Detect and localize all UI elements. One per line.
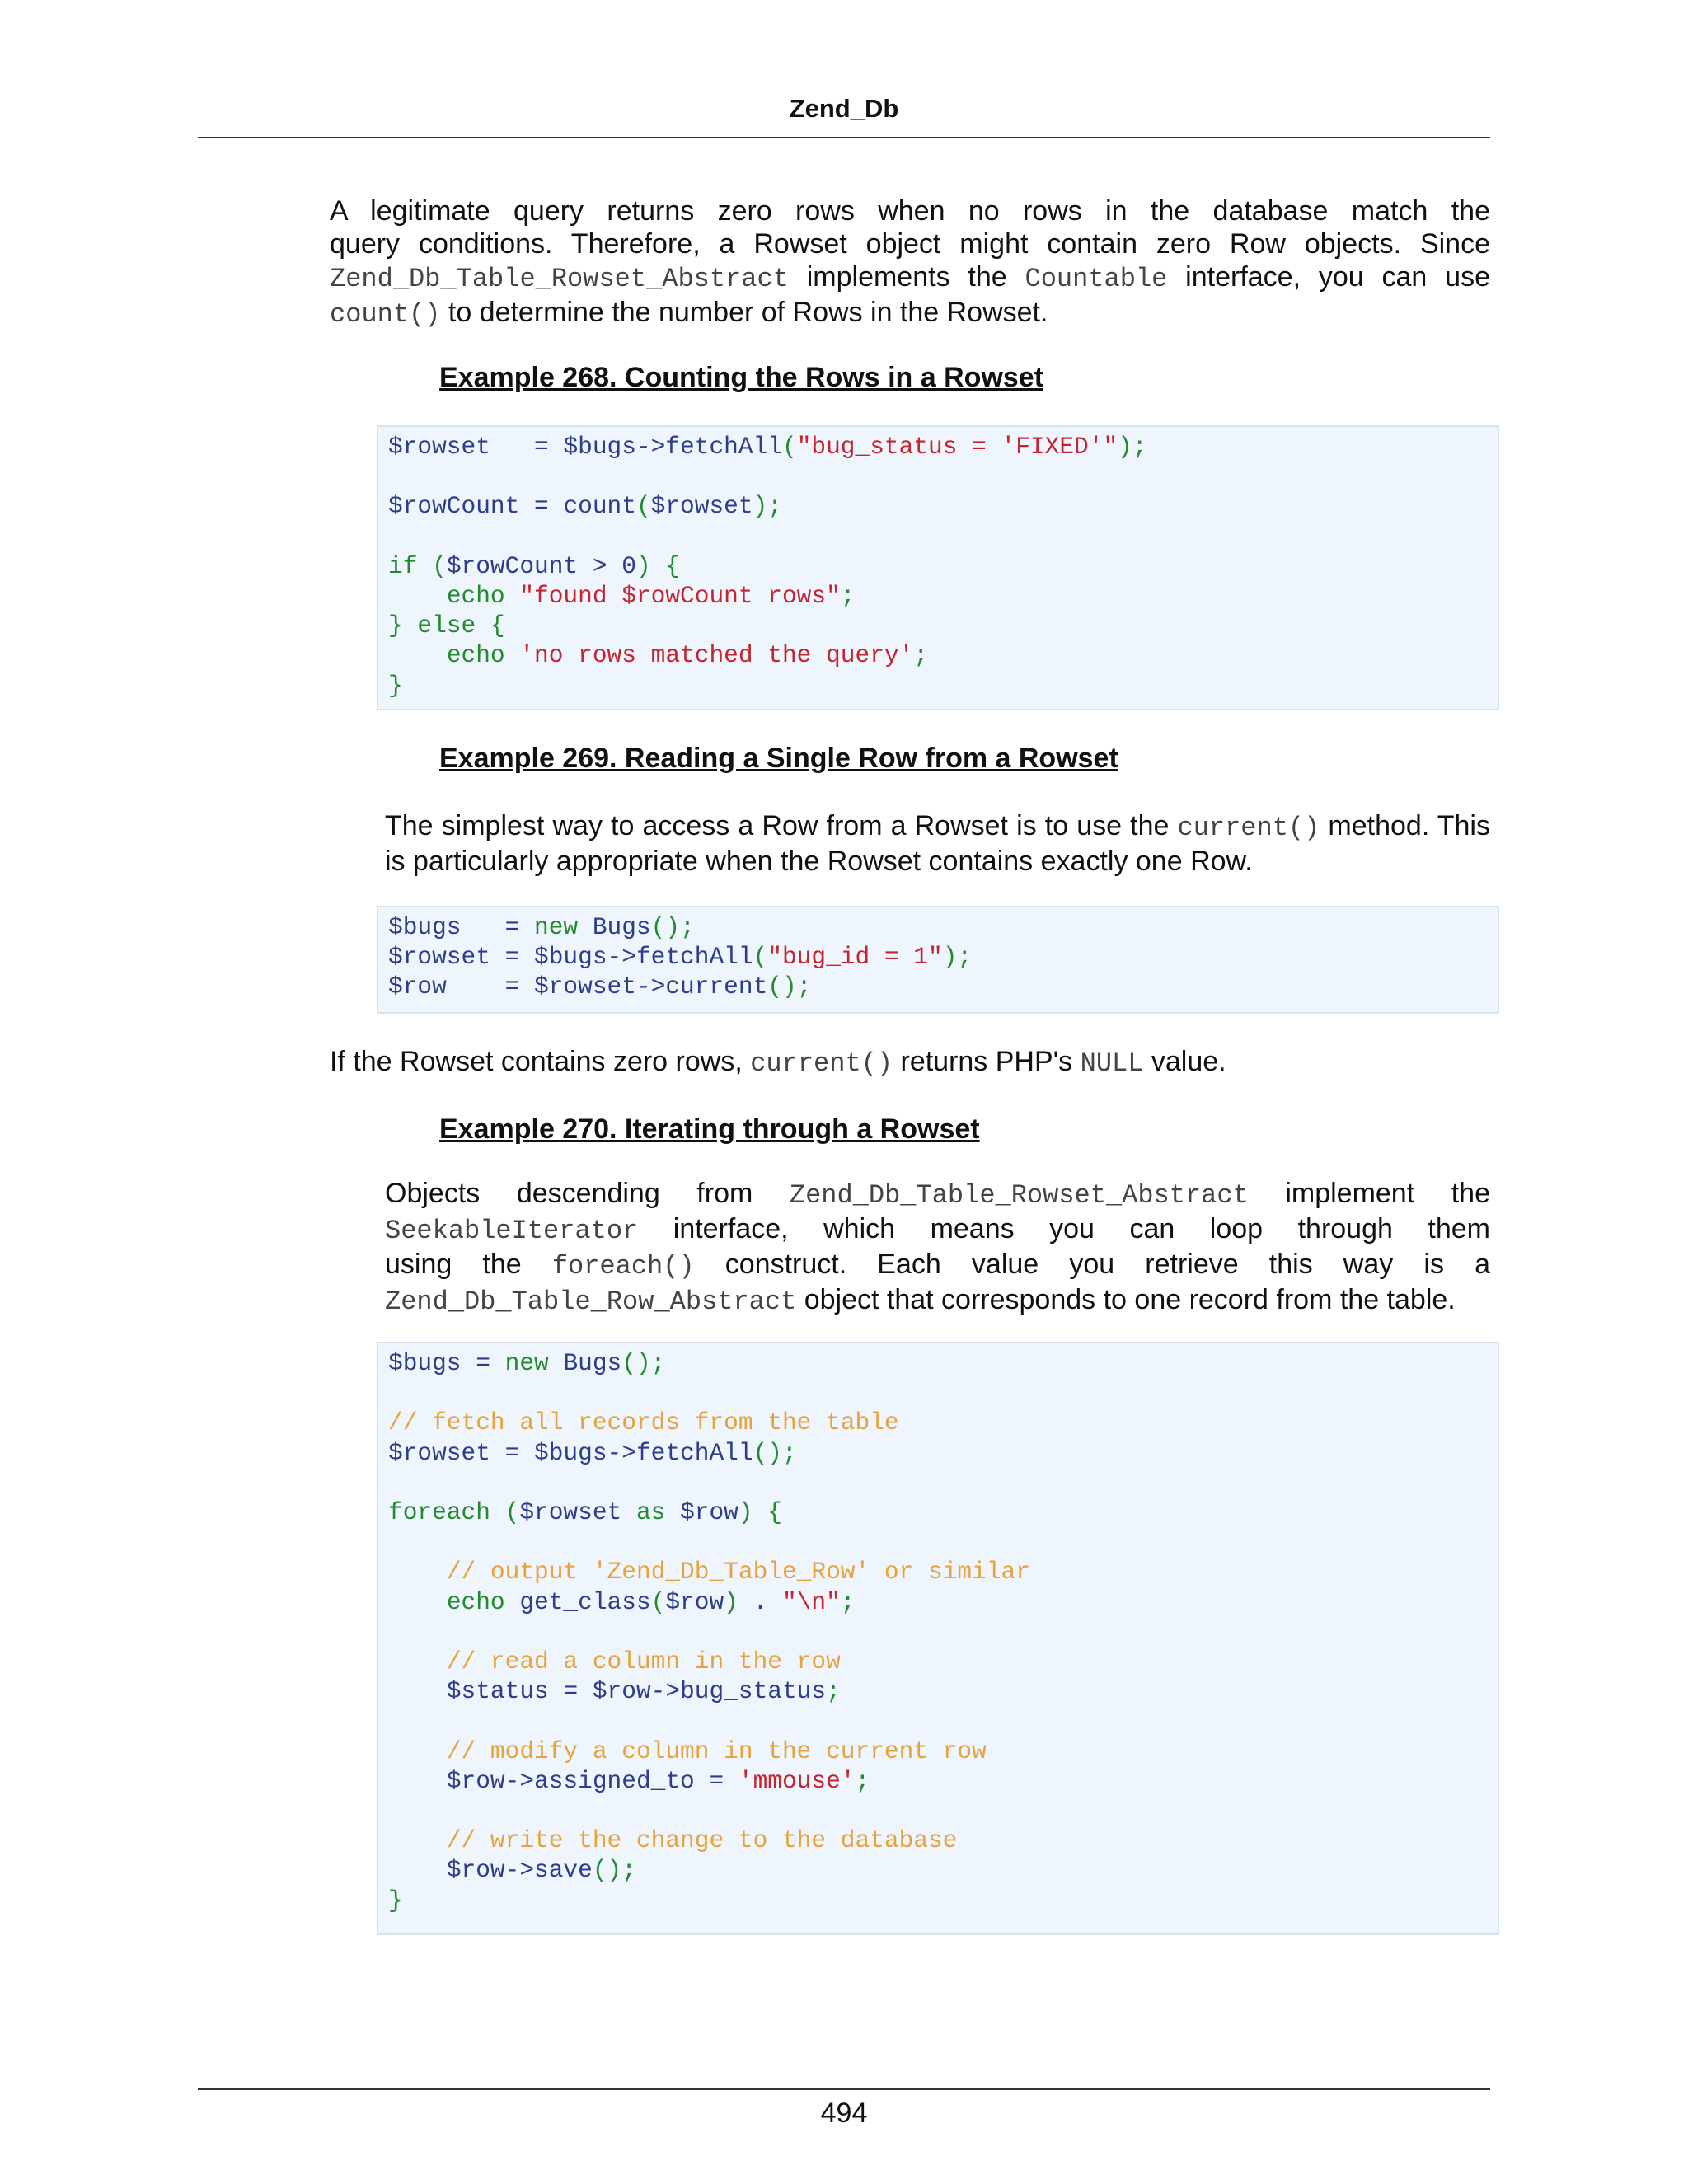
inline-code: NULL [1080,1048,1144,1079]
code-listing: $rowset = $bugs->fetchAll("bug_status = 'FIXED'"); $rowCount = count($rowset); if ($rowCount > 0) { echo "found $rowCount rows"; } else { echo 'no rows matched the query'; } [388,433,1147,700]
inline-code: foreach() [551,1251,695,1282]
inline-code: current() [1177,813,1320,843]
code-block-268 [377,425,1499,710]
inline-code: current() [750,1048,893,1079]
code-listing: $bugs = new Bugs(); $rowset = $bugs->fetchAll("bug_id = 1"); $row = $rowset->current(); [388,913,973,1001]
intro-line: count() to determine the number of Rows in the Rowset. [330,297,1048,330]
intro-paragraph [330,194,1490,331]
intro-line: Zend_Db_Table_Rowset_Abstract implements the Countable interface, you can use [330,261,1490,294]
inline-code: Countable [1025,264,1168,294]
example-270-title: Example 270. Iterating through a Rowset [439,1113,980,1145]
paragraph-line: is particularly appropriate when the Rowset contains exactly one Row. [385,846,1253,877]
paragraph-line: using the foreach() construct. Each value you retrieve this way is a [385,1249,1490,1282]
paragraph-line: SeekableIterator interface, which means you can loop through them [385,1213,1490,1246]
between-paragraph [330,1045,1490,1080]
inline-code: SeekableIterator [385,1216,639,1246]
paragraph-line: Objects descending from Zend_Db_Table_Rowset_Abstract implement the [385,1178,1490,1211]
paragraph-line: Zend_Db_Table_Row_Abstract object that corresponds to one record from the table. [385,1284,1456,1317]
example-270-paragraph [385,1177,1490,1319]
intro-line: A legitimate query returns zero rows when no rows in the database match the [330,195,1490,227]
example-268-title: Example 268. Counting the Rows in a Rowset [439,362,1044,393]
example-269-title: Example 269. Reading a Single Row from a Rowset [439,743,1118,774]
running-header: Zend_Db [789,94,899,123]
inline-code: Zend_Db_Table_Rowset_Abstract [789,1180,1249,1211]
code-block-269 [377,906,1499,1014]
paragraph-line: The simplest way to access a Row from a Rowset is to use the current() method. This [385,810,1490,843]
page-number: 494 [820,2097,868,2129]
code-listing: $bugs = new Bugs(); // fetch all records from the table $rowset = $bugs->fetchAll(); foreach ($rowset as $row) { // output 'Zend_Db_Table_Row' or similar echo get_class($row) . "\n"; // read a column in the row $status = $row->bug_status; // modify a column in the current row $row->assigned_to = 'mmouse'; // write the change to the database $row->save(); } [388,1349,1030,1915]
paragraph-line: If the Rowset contains zero rows, current() returns PHP's NULL value. [330,1046,1226,1079]
inline-code: count() [330,299,441,330]
intro-line: query conditions. Therefore, a Rowset object might contain zero Row objects. Since [330,228,1490,260]
header-rule [198,137,1490,138]
example-269-paragraph [385,809,1490,878]
inline-code: Zend_Db_Table_Row_Abstract [385,1286,797,1317]
inline-code: Zend_Db_Table_Rowset_Abstract [330,264,789,294]
code-block-270 [377,1342,1499,1935]
footer-rule [198,2088,1490,2090]
